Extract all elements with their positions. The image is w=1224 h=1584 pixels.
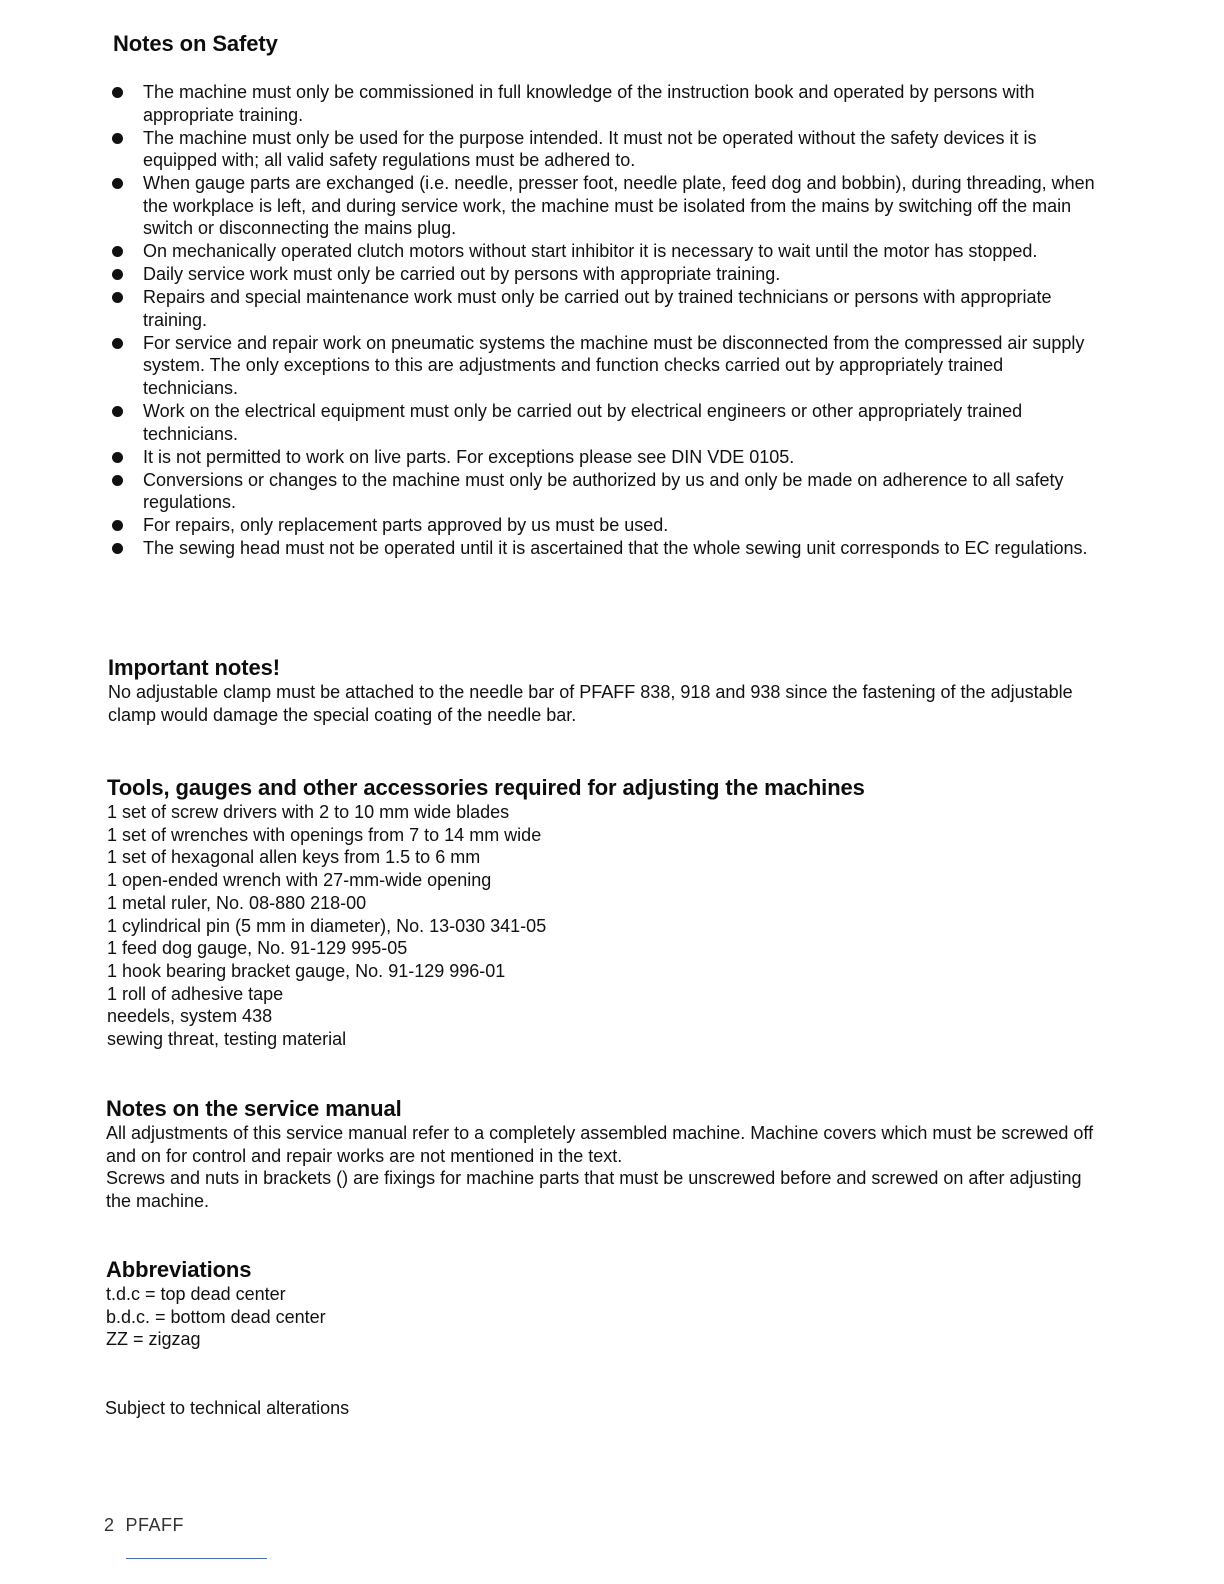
list-item [110,240,1100,263]
list-item: 1 cylindrical pin (5 mm in diameter), No. 13-030 341-05 [107,915,547,936]
list-item [110,127,1100,172]
service-manual-notes-section [106,1096,1096,1212]
page-number: 2 [104,1515,115,1535]
list-item: sewing threat, testing material [107,1029,347,1050]
safety-item-text: On mechanically operated clutch motors without start inhibitor it is necessary to wait until the motor has stopped. [143,241,1038,262]
service-manual-paragraph: Screws and nuts in brackets () are fixings for machine parts that must be unscrewed before and screwed on after adjusting the machine. [106,1168,1082,1211]
page-footer [104,1515,184,1536]
bullet-icon [112,338,123,349]
list-item [110,514,1100,537]
list-item: ZZ = zigzag [106,1329,201,1350]
list-item: 1 roll of adhesive tape [107,983,284,1004]
bullet-icon [112,246,123,257]
list-item [110,469,1100,514]
important-notes-text: No adjustable clamp must be attached to the needle bar of PFAFF 838, 918 and 938 since the fastening of the adjustable clamp would damage the special coating of the needle bar. [108,682,1073,725]
list-item: 1 feed dog gauge, No. 91-129 995-05 [107,938,408,959]
service-manual-heading: Notes on the service manual [106,1096,402,1121]
bullet-icon [112,178,123,189]
abbreviations-section [106,1257,1096,1351]
tools-list [107,801,1097,1051]
list-item: needels, system 438 [107,1006,273,1027]
abbreviations-heading: Abbreviations [106,1257,252,1282]
bullet-icon [112,269,123,280]
bullet-icon [112,406,123,417]
tools-heading: Tools, gauges and other accessories required for adjusting the machines [107,775,865,800]
important-notes-heading: Important notes! [108,655,280,680]
bullet-icon [112,452,123,463]
bullet-icon [112,475,123,486]
bullet-icon [112,520,123,531]
list-item: 1 set of wrenches with openings from 7 to 14 mm wide [107,824,542,845]
safety-list [110,81,1100,560]
list-item: 1 metal ruler, No. 08-880 218-00 [107,892,367,913]
safety-item-text: Repairs and special maintenance work must only be carried out by trained technicians or persons with appropriate training. [143,287,1052,330]
list-item [110,263,1100,286]
important-notes-section [108,655,1098,726]
list-item [110,286,1100,331]
list-item [110,332,1100,400]
list-item: 1 hook bearing bracket gauge, No. 91-129 996-01 [107,960,506,981]
list-item: t.d.c = top dead center [106,1284,286,1304]
list-item [110,400,1100,445]
list-item: 1 set of screw drivers with 2 to 10 mm wide blades [107,802,510,822]
safety-item-text: The machine must only be commissioned in full knowledge of the instruction book and operated by persons with appropriate training. [143,82,1035,125]
list-item [110,446,1100,469]
bullet-icon [112,543,123,554]
list-item [110,81,1100,126]
safety-heading: Notes on Safety [113,31,278,56]
safety-item-text: The machine must only be used for the purpose intended. It must not be operated without the safety devices it is equipped with; all valid safety regulations must be adhered to. [143,127,1037,171]
safety-item-text: The sewing head must not be operated until it is ascertained that the whole sewing unit corresponds to EC regulations. [143,538,1088,559]
technical-alterations-note: Subject to technical alterations [105,1398,350,1418]
safety-item-text: Work on the electrical equipment must only be carried out by electrical engineers or other appropriately trained technicians. [143,401,1023,444]
bullet-icon [112,292,123,303]
service-manual-paragraph: All adjustments of this service manual refer to a completely assembled machine. Machine covers which must be screwed off and on for control and repair works are not mentioned in the text. [106,1123,1094,1166]
list-item: 1 open-ended wrench with 27-mm-wide opening [107,870,492,891]
abbreviations-list [106,1283,1096,1351]
list-item [110,537,1100,560]
list-item: b.d.c. = bottom dead center [106,1306,326,1327]
tools-section [107,775,1097,1051]
safety-item-text: For service and repair work on pneumatic systems the machine must be disconnected from the compressed air supply system. The only exceptions to this are adjustments and function checks carried out by appropriately trained technicians. [143,332,1085,399]
brand-name: PFAFF [125,1515,185,1535]
safety-item-text: Conversions or changes to the machine must only be authorized by us and only be made on adherence to all safety regulations. [143,469,1064,513]
safety-item-text: For repairs, only replacement parts approved by us must be used. [143,515,669,536]
safety-item-text: When gauge parts are exchanged (i.e. needle, presser foot, needle plate, feed dog and bobbin), during threading, when the workplace is left, and during service work, the machine must be isolated from the mains by switching off the main switch or disconnecting the mains plug. [143,173,1095,239]
footer-divider [126,1558,267,1559]
list-item [110,172,1100,240]
bullet-icon [112,133,123,144]
safety-item-text: It is not permitted to work on live parts. For exceptions please see DIN VDE 0105. [143,446,795,467]
list-item: 1 set of hexagonal allen keys from 1.5 to 6 mm [107,847,481,868]
safety-item-text: Daily service work must only be carried out by persons with appropriate training. [143,264,781,285]
bullet-icon [112,87,123,98]
